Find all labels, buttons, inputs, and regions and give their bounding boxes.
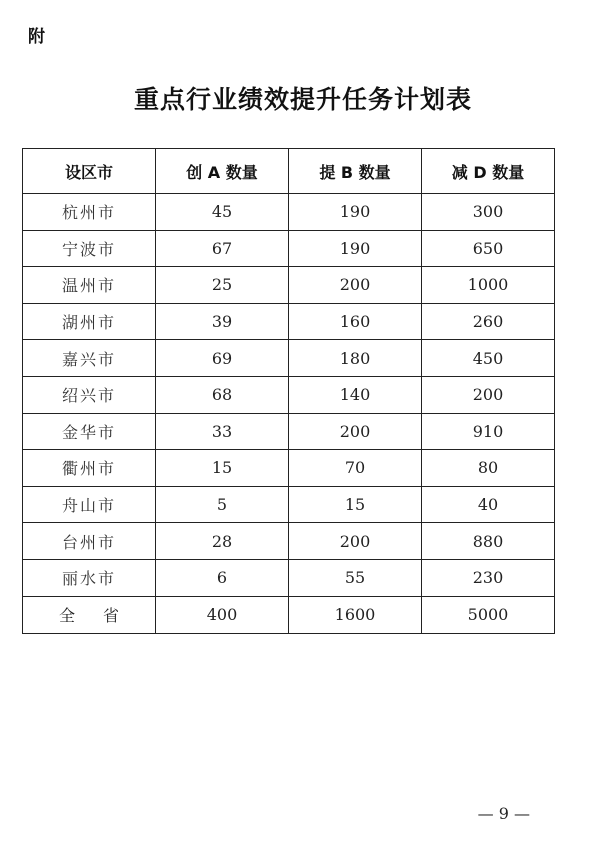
cell-city: 绍兴市 [23, 376, 156, 413]
task-plan-table [22, 148, 555, 634]
cell-raise-b: 160 [289, 303, 422, 340]
cell-city: 温州市 [23, 267, 156, 304]
cell-create-a: 28 [156, 523, 289, 560]
table-row [23, 340, 555, 377]
page-number: — 9 — [477, 804, 530, 823]
page-title: 重点行业绩效提升任务计划表 [133, 85, 472, 114]
cell-raise-b: 200 [289, 523, 422, 560]
cell-reduce-d: 450 [422, 340, 555, 377]
cell-create-a: 15 [156, 450, 289, 487]
attachment-label: 附 [28, 27, 45, 47]
table-row [23, 450, 555, 487]
table-header-row [23, 149, 555, 194]
table-row [23, 303, 555, 340]
cell-reduce-d: 880 [422, 523, 555, 560]
cell-raise-b: 190 [289, 194, 422, 231]
header-create-a: 创 A 数量 [156, 149, 289, 194]
cell-city: 湖州市 [23, 303, 156, 340]
cell-city: 金华市 [23, 413, 156, 450]
cell-create-a: 69 [156, 340, 289, 377]
total-reduce-d: 5000 [422, 596, 555, 633]
cell-city: 嘉兴市 [23, 340, 156, 377]
table-row [23, 376, 555, 413]
cell-city: 杭州市 [23, 194, 156, 231]
total-label: 全省 [23, 596, 156, 633]
cell-reduce-d: 1000 [422, 267, 555, 304]
cell-city: 宁波市 [23, 230, 156, 267]
cell-raise-b: 190 [289, 230, 422, 267]
cell-create-a: 5 [156, 486, 289, 523]
total-raise-b: 1600 [289, 596, 422, 633]
cell-city: 丽水市 [23, 559, 156, 596]
table-row [23, 523, 555, 560]
total-create-a: 400 [156, 596, 289, 633]
cell-raise-b: 200 [289, 413, 422, 450]
header-city: 设区市 [23, 149, 156, 194]
cell-create-a: 33 [156, 413, 289, 450]
cell-create-a: 67 [156, 230, 289, 267]
cell-city: 台州市 [23, 523, 156, 560]
cell-reduce-d: 910 [422, 413, 555, 450]
table-row [23, 413, 555, 450]
cell-reduce-d: 230 [422, 559, 555, 596]
table-total-row [23, 596, 555, 633]
cell-raise-b: 15 [289, 486, 422, 523]
cell-reduce-d: 260 [422, 303, 555, 340]
cell-raise-b: 140 [289, 376, 422, 413]
cell-reduce-d: 300 [422, 194, 555, 231]
header-raise-b: 提 B 数量 [289, 149, 422, 194]
cell-reduce-d: 200 [422, 376, 555, 413]
cell-reduce-d: 80 [422, 450, 555, 487]
cell-create-a: 25 [156, 267, 289, 304]
cell-reduce-d: 650 [422, 230, 555, 267]
cell-city: 舟山市 [23, 486, 156, 523]
cell-raise-b: 180 [289, 340, 422, 377]
table-row [23, 267, 555, 304]
table-row [23, 486, 555, 523]
cell-create-a: 39 [156, 303, 289, 340]
table-row [23, 559, 555, 596]
cell-create-a: 68 [156, 376, 289, 413]
cell-raise-b: 55 [289, 559, 422, 596]
table-row [23, 194, 555, 231]
cell-raise-b: 70 [289, 450, 422, 487]
header-reduce-d: 减 D 数量 [422, 149, 555, 194]
cell-raise-b: 200 [289, 267, 422, 304]
cell-city: 衢州市 [23, 450, 156, 487]
cell-create-a: 45 [156, 194, 289, 231]
cell-create-a: 6 [156, 559, 289, 596]
table-row [23, 230, 555, 267]
cell-reduce-d: 40 [422, 486, 555, 523]
